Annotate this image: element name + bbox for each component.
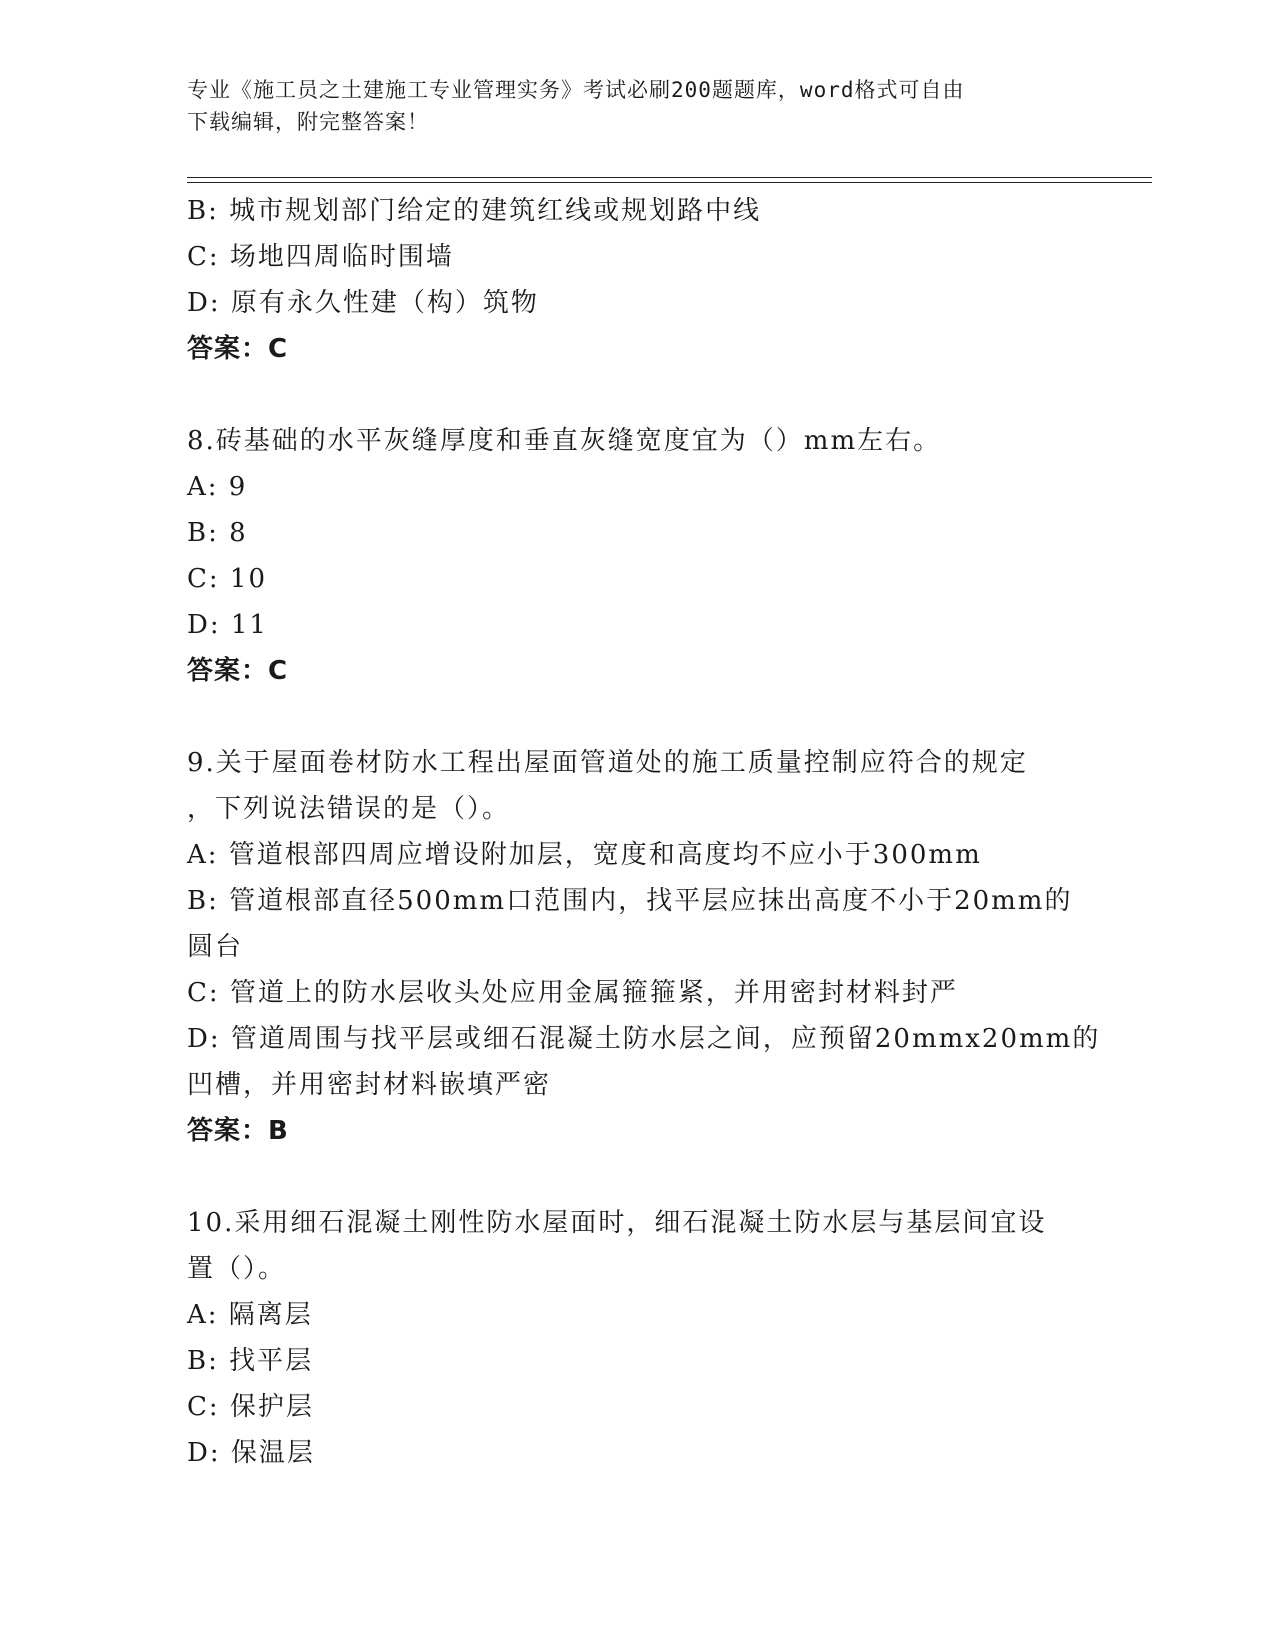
q9-question-line-1: 9.关于屋面卷材防水工程出屋面管道处的施工质量控制应符合的规定	[187, 748, 1028, 778]
spacer	[187, 1154, 1087, 1200]
q9-question-line-2: ，下列说法错误的是（）。	[187, 794, 511, 824]
q8-option-c: C: 10	[187, 564, 268, 594]
q8-answer: 答案：C	[187, 656, 289, 686]
q10-option-d: D: 保温层	[187, 1438, 315, 1468]
q10-option-a: A: 隔离层	[187, 1300, 313, 1330]
q9-option-a: A: 管道根部四周应增设附加层，宽度和高度均不应小于300mm	[187, 840, 982, 870]
header-line-1: 专业《施工员之土建施工专业管理实务》考试必刷200题题库，word格式可自由	[187, 78, 965, 102]
q7-option-b: B: 城市规划部门给定的建筑红线或规划路中线	[187, 196, 762, 226]
q8-question: 8.砖基础的水平灰缝厚度和垂直灰缝宽度宜为（）mm左右。	[187, 426, 942, 456]
question-10-block	[187, 1200, 1087, 1476]
q8-option-b: B: 8	[187, 518, 248, 548]
q9-option-d-line-1: D: 管道周围与找平层或细石混凝土防水层之间，应预留20mmx20mm的	[187, 1024, 1101, 1054]
q8-option-d: D: 11	[187, 610, 268, 640]
q9-option-c: C: 管道上的防水层收头处应用金属箍箍紧，并用密封材料封严	[187, 978, 958, 1008]
q9-option-b-line-1: B: 管道根部直径500mm口范围内，找平层应抹出高度不小于20mm的	[187, 886, 1073, 916]
q9-answer: 答案：B	[187, 1116, 289, 1146]
q10-question-line-2: 置（）。	[187, 1254, 287, 1284]
question-7-block	[187, 188, 1087, 372]
q8-option-a: A: 9	[187, 472, 248, 502]
header-divider-top	[187, 177, 1152, 178]
question-8-block	[187, 418, 1087, 694]
q9-option-b-line-2: 圆台	[187, 932, 244, 962]
question-9-block	[187, 740, 1101, 1154]
header-divider-bottom	[187, 182, 1152, 183]
document-header	[187, 74, 1067, 138]
q7-option-d: D: 原有永久性建（构）筑物	[187, 288, 539, 318]
document-body	[187, 188, 1101, 1476]
q10-option-c: C: 保护层	[187, 1392, 314, 1422]
q10-option-b: B: 找平层	[187, 1346, 314, 1376]
q7-answer: 答案：C	[187, 334, 289, 364]
q10-question-line-1: 10.采用细石混凝土刚性防水屋面时，细石混凝土防水层与基层间宜设	[187, 1208, 1047, 1238]
spacer	[187, 372, 1087, 418]
header-line-2: 下载编辑，附完整答案！	[187, 110, 429, 134]
q7-option-c: C: 场地四周临时围墙	[187, 242, 454, 272]
spacer	[187, 694, 1087, 740]
q9-option-d-line-2: 凹槽，并用密封材料嵌填严密	[187, 1070, 552, 1100]
